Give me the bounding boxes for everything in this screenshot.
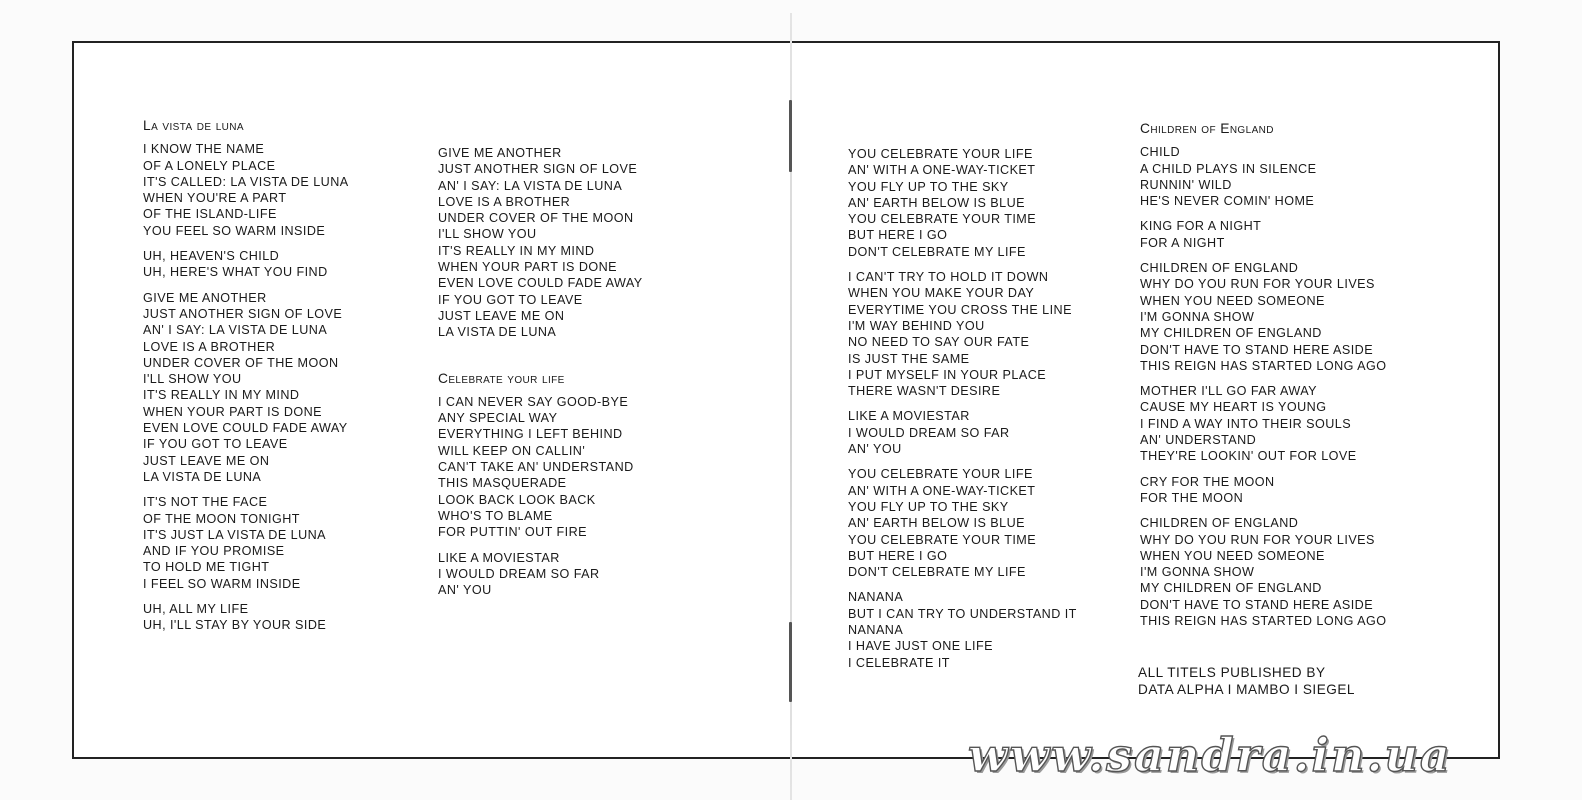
lyric-line: LOVE IS A BROTHER [438, 194, 571, 209]
lyric-line: A CHILD PLAYS IN SILENCE [1140, 161, 1317, 176]
lyric-line: BUT HERE I GO [848, 548, 948, 563]
stanza-list [438, 394, 643, 599]
lyric-line: TO HOLD ME TIGHT [143, 560, 270, 575]
lyric-line: IT'S REALLY IN MY MIND [438, 243, 595, 258]
lyrics-column-la-vista-de-luna [143, 118, 349, 634]
stanza-gap [143, 592, 349, 601]
lyric-line: UH, ALL MY LIFE [143, 602, 249, 617]
lyric-line: AN' I SAY: LA VISTA DE LUNA [438, 178, 623, 193]
lyric-line: OF A LONELY PLACE [143, 158, 276, 173]
song-title-celebrate-your-life: Celebrate your life [438, 370, 565, 386]
lyric-line: EVERYTHING I LEFT BEHIND [438, 427, 623, 442]
staple-top [789, 100, 792, 172]
lyric-line: I WOULD DREAM SO FAR [848, 425, 1010, 440]
lyric-line: MY CHILDREN OF ENGLAND [1140, 581, 1322, 596]
lyric-line: IT'S NOT THE FACE [143, 495, 268, 510]
stanza-gap [143, 281, 349, 290]
lyric-line: YOU CELEBRATE YOUR LIFE [848, 467, 1033, 482]
lyric-line: HE'S NEVER COMIN' HOME [1140, 194, 1315, 209]
lyric-line: WHY DO YOU RUN FOR YOUR LIVES [1140, 532, 1375, 547]
lyric-line: LOOK BACK LOOK BACK [438, 492, 596, 507]
lyric-line: CAUSE MY HEART IS YOUNG [1140, 400, 1327, 415]
lyric-line: LOVE IS A BROTHER [143, 339, 276, 354]
lyric-line: YOU FLY UP TO THE SKY [848, 499, 1009, 514]
lyric-line: IS JUST THE SAME [848, 351, 970, 366]
lyric-line: AND IF YOU PROMISE [143, 544, 285, 559]
lyric-line: WHEN YOU NEED SOMEONE [1140, 293, 1325, 308]
lyric-line: JUST ANOTHER SIGN OF LOVE [143, 306, 343, 321]
lyric-line: WILL KEEP ON CALLIN' [438, 443, 586, 458]
lyric-line: EVERYTIME YOU CROSS THE LINE [848, 302, 1072, 317]
stanza-gap [143, 485, 349, 494]
lyric-line: JUST ANOTHER SIGN OF LOVE [438, 162, 638, 177]
lyric-line: WHEN YOU NEED SOMEONE [1140, 548, 1325, 563]
lyric-line: UH, HEAVEN'S CHILD [143, 249, 280, 264]
lyric-line: GIVE ME ANOTHER [438, 146, 562, 160]
lyric-line: THEY'RE LOOKIN' OUT FOR LOVE [1140, 449, 1357, 464]
lyric-line: NANANA [848, 623, 904, 638]
song-title-la-vista-de-luna: La vista de luna [143, 118, 244, 133]
lyric-line: OF THE ISLAND-LIFE [143, 207, 277, 222]
credit-line-2: DATA ALPHA I MAMBO I SIEGEL [1138, 682, 1355, 697]
lyric-line: AN' WITH A ONE-WAY-TICKET [848, 483, 1036, 498]
stanza-list [1140, 144, 1387, 629]
lyric-line: CHILDREN OF ENGLAND [1140, 261, 1299, 276]
lyric-line: CAN'T TAKE AN' UNDERSTAND [438, 460, 634, 475]
lyric-line: BUT HERE I GO [848, 228, 948, 243]
lyric-line: DON'T HAVE TO STAND HERE ASIDE [1140, 597, 1374, 612]
lyric-line: KING FOR A NIGHT [1140, 219, 1262, 234]
lyric-line: NANANA [848, 590, 904, 605]
stanza-gap [848, 399, 1077, 408]
lyric-line: AN' YOU [848, 442, 902, 457]
lyric-line: DON'T HAVE TO STAND HERE ASIDE [1140, 342, 1374, 357]
lyric-line: CRY FOR THE MOON [1140, 474, 1275, 489]
lyric-line: LIKE A MOVIESTAR [438, 550, 560, 565]
lyric-line: MY CHILDREN OF ENGLAND [1140, 326, 1322, 341]
lyrics-column-2 [438, 145, 643, 598]
lyric-line: YOU FEEL SO WARM INSIDE [143, 223, 326, 238]
stanza-gap [1140, 465, 1387, 474]
lyric-line: I HAVE JUST ONE LIFE [848, 639, 993, 654]
lyric-line: FOR THE MOON [1140, 490, 1244, 505]
lyric-line: GIVE ME ANOTHER [143, 290, 267, 305]
lyric-line: LIKE A MOVIESTAR [848, 409, 970, 424]
lyric-line: WHEN YOUR PART IS DONE [143, 404, 323, 419]
lyric-line: AN' EARTH BELOW IS BLUE [848, 516, 1025, 531]
lyric-line: THERE WASN'T DESIRE [848, 384, 1001, 399]
lyric-line: AN' YOU [438, 583, 492, 598]
lyric-line: IT'S REALLY IN MY MIND [143, 388, 300, 403]
lyric-line: IT'S JUST LA VISTA DE LUNA [143, 527, 327, 542]
lyric-line: WHEN YOU MAKE YOUR DAY [848, 286, 1035, 301]
stanza-gap [1140, 209, 1387, 218]
credit-line-1: ALL TITELS PUBLISHED BY [1138, 665, 1326, 680]
publishing-credit [1138, 664, 1355, 698]
lyric-line: I'M WAY BEHIND YOU [848, 318, 985, 333]
website-watermark: www.sandra.in.ua [968, 728, 1452, 782]
lyric-line: I CELEBRATE IT [848, 655, 950, 670]
lyric-line: JUST LEAVE ME ON [143, 453, 270, 468]
stanza-gap [143, 239, 349, 248]
lyric-line: I PUT MYSELF IN YOUR PLACE [848, 367, 1047, 382]
lyric-line: DON'T CELEBRATE MY LIFE [848, 244, 1026, 259]
lyric-line: THIS MASQUERADE [438, 476, 567, 491]
lyrics-column-3 [848, 146, 1077, 671]
stanza-list [438, 145, 643, 341]
lyric-line: I'M GONNA SHOW [1140, 565, 1255, 580]
stanza-gap [1140, 251, 1387, 260]
lyric-line: I WOULD DREAM SO FAR [438, 566, 600, 581]
song-title-children-of-england: Children of England [1140, 121, 1274, 136]
stanza-gap [1140, 506, 1387, 515]
lyric-line: I KNOW THE NAME [143, 142, 265, 157]
lyric-line: YOU CELEBRATE YOUR LIFE [848, 147, 1033, 161]
lyrics-column-children-of-england [1140, 121, 1387, 629]
lyric-line: RUNNIN' WILD [1140, 177, 1232, 192]
lyric-line: WHY DO YOU RUN FOR YOUR LIVES [1140, 277, 1375, 292]
lyric-line: FOR A NIGHT [1140, 235, 1225, 250]
stanza-list [143, 141, 349, 633]
lyric-line: UH, I'LL STAY BY YOUR SIDE [143, 618, 327, 633]
lyric-line: LA VISTA DE LUNA [438, 325, 557, 340]
lyric-line: MOTHER I'LL GO FAR AWAY [1140, 384, 1317, 399]
stanza-gap [848, 457, 1077, 466]
staple-bottom [789, 622, 792, 702]
stanza-list [848, 146, 1077, 671]
lyric-line: WHEN YOUR PART IS DONE [438, 260, 618, 275]
lyric-line: ANY SPECIAL WAY [438, 411, 558, 426]
lyric-line: FOR PUTTIN' OUT FIRE [438, 525, 588, 540]
stanza-gap [848, 260, 1077, 269]
lyric-line: OF THE MOON TONIGHT [143, 511, 300, 526]
stanza-gap [1140, 374, 1387, 383]
lyric-line: AN' UNDERSTAND [1140, 433, 1257, 448]
lyric-line: NO NEED TO SAY OUR FATE [848, 335, 1030, 350]
lyric-line: WHO'S TO BLAME [438, 508, 553, 523]
lyric-line: I CAN NEVER SAY GOOD-BYE [438, 394, 629, 409]
lyric-line: IF YOU GOT TO LEAVE [143, 437, 288, 452]
lyric-line: UNDER COVER OF THE MOON [143, 355, 339, 370]
lyric-line: IT'S CALLED: LA VISTA DE LUNA [143, 174, 349, 189]
lyric-line: I CAN'T TRY TO HOLD IT DOWN [848, 270, 1049, 285]
lyric-line: LA VISTA DE LUNA [143, 469, 262, 484]
lyric-line: I FIND A WAY INTO THEIR SOULS [1140, 416, 1352, 431]
lyric-line: UNDER COVER OF THE MOON [438, 211, 634, 226]
lyric-line: CHILD [1140, 145, 1181, 160]
lyric-line: THIS REIGN HAS STARTED LONG AGO [1140, 614, 1387, 629]
lyric-line: EVEN LOVE COULD FADE AWAY [143, 421, 348, 436]
lyric-line: JUST LEAVE ME ON [438, 308, 565, 323]
stanza-gap [438, 541, 643, 550]
lyric-line: YOU CELEBRATE YOUR TIME [848, 532, 1037, 547]
lyric-line: EVEN LOVE COULD FADE AWAY [438, 276, 643, 291]
lyric-line: AN' EARTH BELOW IS BLUE [848, 195, 1025, 210]
lyric-line: WHEN YOU'RE A PART [143, 191, 287, 206]
lyric-line: I'LL SHOW YOU [438, 227, 537, 242]
lyric-line: THIS REIGN HAS STARTED LONG AGO [1140, 358, 1387, 373]
lyric-line: DON'T CELEBRATE MY LIFE [848, 565, 1026, 580]
lyric-line: YOU CELEBRATE YOUR TIME [848, 212, 1037, 227]
lyric-line: IF YOU GOT TO LEAVE [438, 292, 583, 307]
lyric-line: BUT I CAN TRY TO UNDERSTAND IT [848, 606, 1077, 621]
lyric-line: I FEEL SO WARM INSIDE [143, 576, 301, 591]
lyric-line: UH, HERE'S WHAT YOU FIND [143, 265, 328, 280]
lyric-line: AN' I SAY: LA VISTA DE LUNA [143, 323, 328, 338]
stanza-gap [848, 580, 1077, 589]
lyric-line: I'M GONNA SHOW [1140, 309, 1255, 324]
lyric-line: I'LL SHOW YOU [143, 372, 242, 387]
lyric-line: AN' WITH A ONE-WAY-TICKET [848, 163, 1036, 178]
lyric-line: YOU FLY UP TO THE SKY [848, 179, 1009, 194]
lyric-line: CHILDREN OF ENGLAND [1140, 516, 1299, 531]
